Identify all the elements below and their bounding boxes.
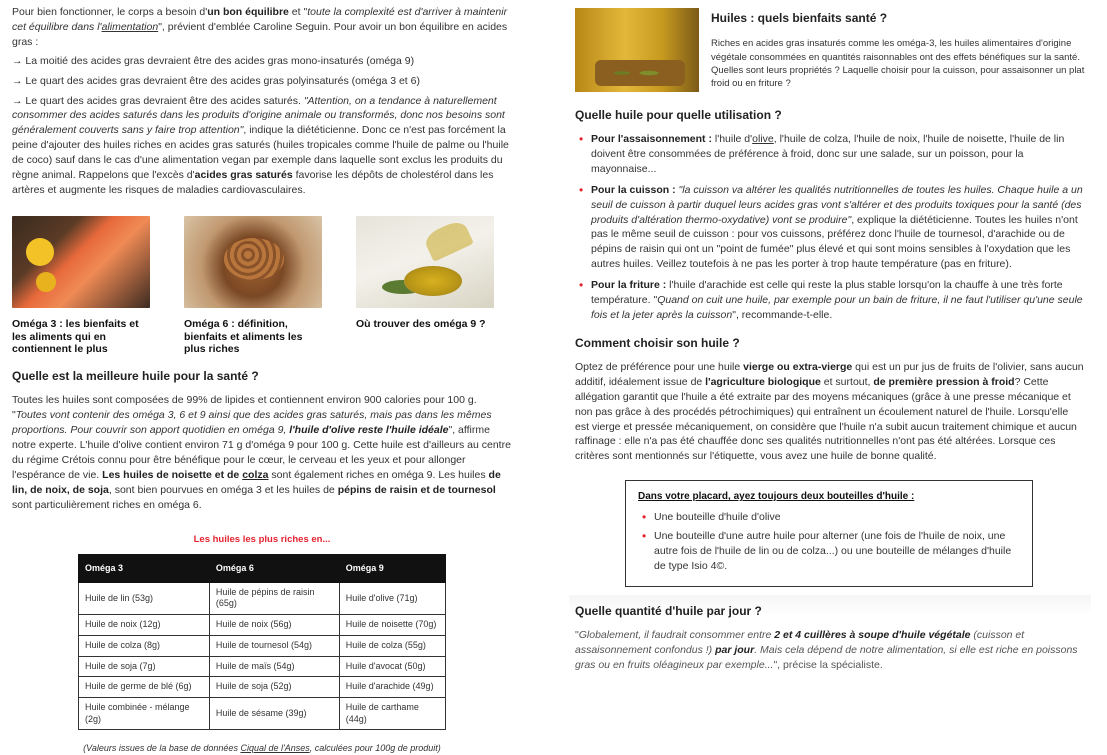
best-text: ", affirme notre experte. L'huile d'olive contient environ 71 g d'oméga 9 pour 100 g. Cette huile est d'ailleurs au centre du régime Crétois connu pour être bénéfique pour le cœur, le cerveau et les yeux et pour allonger l'espérance de vie.: [12, 424, 511, 481]
quantity-paragraph: [575, 628, 1085, 673]
colza-link[interactable]: colza: [242, 468, 269, 481]
table-row: [79, 635, 446, 656]
qty-bold: par jour: [715, 644, 755, 656]
placard-list: [638, 510, 1020, 574]
list-item: [575, 132, 1085, 177]
qty-quote: (cuisson et assaisonnement confondus !): [575, 629, 1025, 656]
olive-oil-image[interactable]: [575, 8, 699, 92]
item-label: Pour la friture :: [591, 279, 667, 292]
related-article-omega3[interactable]: [12, 216, 150, 356]
intro-quote: toute la complexité est d'arriver à maintenir cet équilibre dans l': [12, 6, 508, 33]
choose-text: ? Cette allégation garantit que l'huile a été extraite par des moyens mécaniques (grâce à une presse mécanique et non pas grâce à des procédés pétrochimiques) qui entraînent un écoulement naturel de l'huile. Lorsqu'elle est vierge et pressée mécaniquement, on considère que l'huile n'a subit aucun traitement chimique et aucun raffinage : elle n'a pas été chauffée donc ses qualités nutritionnelles n'ont pas été altérées. Lorsque ces critères sont mentionnés sur l'étiquette, vous avez une huile de bonne qualité.: [575, 375, 1077, 463]
quantity-section: [569, 595, 1091, 673]
qty-text: ", précise la spécialiste.: [773, 658, 883, 671]
intro-text: ", prévient d'emblée Caroline Seguin. Pour avoir un bon équilibre en acides gras :: [12, 20, 508, 48]
omega-table: [78, 554, 446, 730]
ratio-line: → Le quart des acides gras devraient être des acides gras polyinsaturés (oméga 3 et 6): [12, 74, 420, 87]
best-quote: Toutes vont contenir des oméga 3, 6 et 9 ainsi que des acides gras saturés, mais pas dans les mêmes proportions. Pour couvrir son apport quotidien en oméga 9,: [12, 409, 492, 437]
qty-quote: . Mais cela dépend de notre alimentation, si elle est riche en poissons gras ou en fruits oléagineux par exemple...: [575, 644, 1078, 671]
best-bold: de lin, de noix, de soja: [12, 468, 501, 496]
table-row: [79, 656, 446, 677]
right-column: [575, 8, 1085, 677]
table-cell: Huile de noix (56g): [209, 615, 339, 636]
qty-quote: Globalement, il faudrait consommer entre: [578, 629, 775, 642]
table-cell: Huile de sésame (39g): [209, 697, 339, 729]
table-row: [79, 615, 446, 636]
choose-text: qui est un pur jus de fruits de l'olivier, sans aucun additif, idéalement issue de: [575, 360, 1084, 388]
list-item: • Une bouteille d'une autre huile pour alterner (une fois de l'huile de noix, une autre fois de l'huile de lin ou de colza...) ou une bouteille de mélanges d'huile de type Isio 4©.: [638, 529, 1020, 574]
choose-bold: de première pression à froid: [873, 375, 1015, 388]
table-cell: Huile de colza (8g): [79, 635, 210, 656]
list-item: [575, 183, 1085, 272]
item-text: l'huile d'arachide est celle qui reste la plus stable lorsqu'on la chauffe à une très forte température. ": [591, 279, 1063, 307]
table-cell: Huile de noisette (70g): [339, 615, 445, 636]
article-caption[interactable]: Où trouver des oméga 9 ?: [356, 317, 486, 330]
table-row: [79, 697, 446, 729]
best-text: sont particulièrement riches en oméga 6.: [12, 498, 202, 511]
left-column: [12, 5, 512, 755]
item-text: , l'huile de colza, l'huile de noix, l'huile de noisette, l'huile de lin doivent être consommées de préférence à froid, donc sur une salade, sur un poisson, pour la mayonnaise...: [591, 133, 1065, 175]
table-cell: Huile de noix (12g): [79, 615, 210, 636]
intro-text: et ": [288, 6, 308, 18]
item-text: l'huile d': [711, 133, 753, 145]
oil-article-title[interactable]: Huiles : quels bienfaits santé ?: [711, 11, 888, 25]
column-header: Oméga 9: [339, 555, 445, 583]
choose-paragraph: [575, 360, 1085, 464]
usage-heading: Quelle huile pour quelle utilisation ?: [575, 107, 782, 122]
best-oil-heading: Quelle est la meilleure huile pour la santé ?: [12, 369, 259, 384]
saturated-text: → Le quart des acides gras devraient être des acides saturés.: [12, 94, 304, 107]
article-caption[interactable]: Oméga 3 : les bienfaits et les aliments qui en contiennent le plus: [12, 317, 139, 356]
table-cell: Huile de carthame (44g): [339, 697, 445, 729]
saturated-bold: acides gras saturés: [194, 169, 293, 182]
column-header: Oméga 3: [79, 555, 210, 583]
choose-text: et surtout,: [820, 375, 874, 388]
best-text: sont également riches en oméga 9. Les huiles: [268, 468, 489, 481]
best-oil-paragraph: [12, 393, 512, 512]
table-cell: Huile de maïs (54g): [209, 656, 339, 677]
nuts-image[interactable]: [184, 216, 322, 308]
best-text: Toutes les huiles sont composées de 99% de lipides et contiennent environ 900 calories pour 100 g. ": [12, 394, 477, 422]
alimentation-link[interactable]: alimentation: [101, 20, 159, 33]
list-item: • Une bouteille d'huile d'olive: [638, 510, 1020, 525]
choose-bold: l'agriculture biologique: [705, 375, 821, 388]
intro-bold: un bon équilibre: [207, 6, 289, 18]
choose-bold: vierge ou extra-vierge: [743, 360, 853, 373]
qty-text: ": [575, 629, 579, 642]
table-cell: Huile combinée - mélange (2g): [79, 697, 210, 729]
article-caption[interactable]: Oméga 6 : définition, bienfaits et aliments les plus riches: [184, 317, 303, 356]
best-bold: Les huiles de noisette et de: [102, 468, 243, 481]
table-header-row: [79, 555, 446, 583]
item-label: Pour la cuisson :: [591, 183, 676, 196]
salmon-image[interactable]: [12, 216, 150, 308]
table-cell: Huile de colza (55g): [339, 635, 445, 656]
source-text: , calculées pour 100g de produit): [309, 743, 441, 754]
qty-bold: 2 et 4 cuillères à soupe d'huile végétale: [774, 629, 971, 642]
oil-pour-image[interactable]: [356, 216, 494, 308]
column-header: Oméga 6: [209, 555, 339, 583]
olive-link[interactable]: olive: [752, 133, 774, 145]
choose-text: Optez de préférence pour une huile: [575, 360, 744, 373]
table-cell: Huile d'arachide (49g): [339, 677, 445, 698]
table-cell: Huile de tournesol (54g): [209, 635, 339, 656]
table-cell: Huile de soja (7g): [79, 656, 210, 677]
table-title: Les huiles les plus riches en...: [193, 533, 331, 545]
table-row: [79, 582, 446, 614]
related-article-omega6[interactable]: [184, 216, 322, 356]
related-article-omega9[interactable]: [356, 216, 494, 356]
saturated-paragraph: [12, 94, 512, 198]
table-source: [12, 742, 512, 755]
saturated-quote: "Attention, on a tendance à naturellement consommer des acides saturés dans les produits d'origine animale ou transformés, donc nos besoins sont généralement couverts sans y faire trop attention": [12, 94, 505, 137]
usage-list: [575, 132, 1085, 323]
table-cell: Huile de lin (53g): [79, 582, 210, 614]
item-quote: "la cuisson va altérer les qualités nutritionnelles de toutes les huiles. Chaque huile a un seuil de cuisson à partir duquel leurs acides gras vont s'altérer et des produits toxiques pour la santé (des produits d'altération thermo-oxydative) vont se produire": [591, 183, 1083, 226]
table-cell: Huile d'olive (71g): [339, 582, 445, 614]
table-row: [79, 677, 446, 698]
list-item: [575, 278, 1085, 323]
saturated-text: favorise les dépôts de cholestérol dans les artères et augmente les risques de maladies cardiovasculaires.: [12, 169, 494, 196]
best-bold: pépins de raisin et de tournesol: [337, 483, 496, 496]
item-text: , explique la diététicienne. Toutes les huiles n'ont pas le même seuil de cuisson : pour vos cuissons, préférez donc l'huile de tournesol, d'arachide ou de pépins de raisin qui ont un "point de fumée" plus élevé et qui sont moins sensibles à l'oxydation que les autres huiles. Veillez toutefois à ne pas les porter à trop haute température (pas en friture).: [591, 213, 1078, 271]
item-label: Pour l'assaisonnement :: [591, 133, 712, 145]
oil-article-text: Riches en acides gras insaturés comme les oméga-3, les huiles alimentaires d'origine végétale consommées en quantités raisonnables ont des effets bénéfiques sur la santé. Quelles sont leurs propriétés ? Laquelle choisir pour la cuisson, pour assaisonner un plat froid ou en friture ?: [711, 38, 1085, 90]
table-cell: Huile de soja (52g): [209, 677, 339, 698]
intro-paragraph: [12, 5, 512, 50]
table-cell: Huile de germe de blé (6g): [79, 677, 210, 698]
table-cell: Huile d'avocat (50g): [339, 656, 445, 677]
intro-text: Pour bien fonctionner, le corps a besoin d': [12, 6, 208, 18]
quantity-heading: Quelle quantité d'huile par jour ?: [575, 604, 762, 619]
related-articles: [12, 216, 512, 356]
ratio-line: → La moitié des acides gras devraient être des acides gras mono-insaturés (oméga 9): [12, 54, 415, 67]
source-text: (Valeurs issues de la base de données: [83, 743, 241, 754]
table-cell: Huile de pépins de raisin (65g): [209, 582, 339, 614]
best-text: , sont bien pourvues en oméga 3 et les huiles de: [108, 483, 338, 496]
item-quote: Quand on cuit une huile, par exemple pour un bain de friture, il ne faut l'utiliser qu'une seule fois et la jeter après la cuisson: [591, 294, 1083, 321]
placard-title: Dans votre placard, ayez toujours deux bouteilles d'huile :: [638, 491, 915, 503]
ciqual-link[interactable]: Ciqual de l'Anses: [240, 743, 310, 754]
item-text: ", recommande-t-elle.: [732, 308, 833, 321]
oil-article-intro: [711, 8, 1085, 95]
saturated-text: , indique la diététicienne. Donc ce n'est pas forcément la peine d'ajouter des huiles riches en acides gras saturés (huiles tropicales comme l'huile de palme ou l'huile de coco) sauf dans le cas d'une alimentation vegan par exemple dans laquelle sont exclus les produits du règne animal. Rappelons que l'excès d': [12, 124, 509, 182]
oil-article-card[interactable]: [575, 8, 1085, 95]
choose-heading: Comment choisir son huile ?: [575, 335, 740, 350]
placard-box: [625, 480, 1033, 587]
best-quote-bold: l'huile d'olive reste l'huile idéale: [289, 424, 449, 437]
